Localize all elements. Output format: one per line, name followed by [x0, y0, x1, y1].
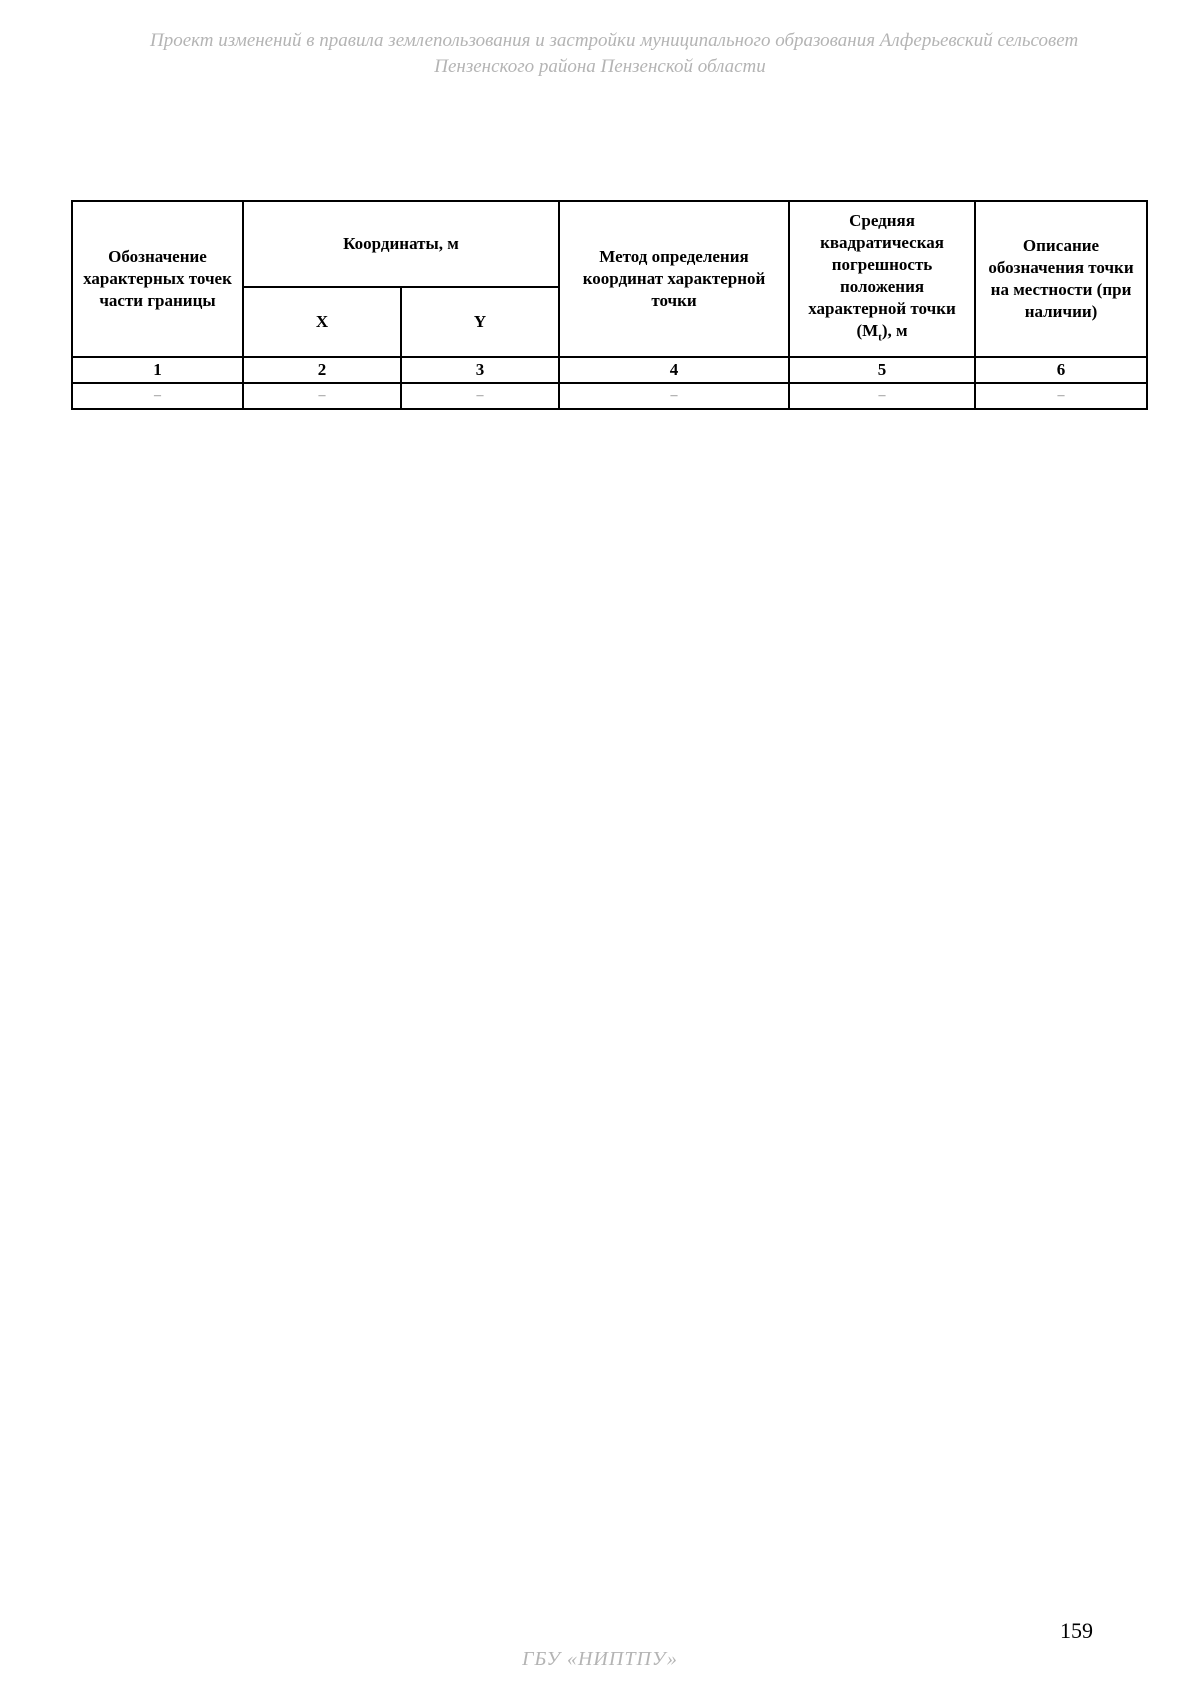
- boundary-points-table: [71, 200, 1148, 410]
- table-cell: –: [243, 383, 401, 409]
- header-coordinates: Координаты, м: [243, 201, 559, 287]
- header-y: Y: [401, 287, 559, 357]
- running-header-line-2: Пензенского района Пензенской области: [434, 56, 766, 77]
- header-description: Описание обозначения точки на местности (при наличии): [975, 201, 1147, 357]
- running-header-line-1: Проект изменений в правила землепользования и застройки муниципального образования Алферьевский сельсовет: [150, 30, 1079, 51]
- table-cell: –: [401, 383, 559, 409]
- table-header-row: [72, 201, 1147, 287]
- table-cell: –: [789, 383, 975, 409]
- header-method: Метод определения координат характерной точки: [559, 201, 789, 357]
- column-number: 6: [975, 357, 1147, 383]
- column-numbering-row: [72, 357, 1147, 383]
- table-cell: –: [72, 383, 243, 409]
- table-row: [72, 383, 1147, 409]
- header-error: Средняя квадратическая погрешность положения характерной точки $(M_t)$, м: [789, 201, 975, 357]
- header-point-designation: Обозначение характерных точек части границы: [72, 201, 243, 357]
- running-footer: ГБУ «НИПТПУ»: [522, 1648, 678, 1670]
- column-number: 4: [559, 357, 789, 383]
- page-number: 159: [1060, 1618, 1093, 1643]
- column-number: 1: [72, 357, 243, 383]
- running-header: [150, 28, 1079, 80]
- column-number: 3: [401, 357, 559, 383]
- column-number: 2: [243, 357, 401, 383]
- header-x: X: [243, 287, 401, 357]
- table-cell: –: [975, 383, 1147, 409]
- table-cell: –: [559, 383, 789, 409]
- column-number: 5: [789, 357, 975, 383]
